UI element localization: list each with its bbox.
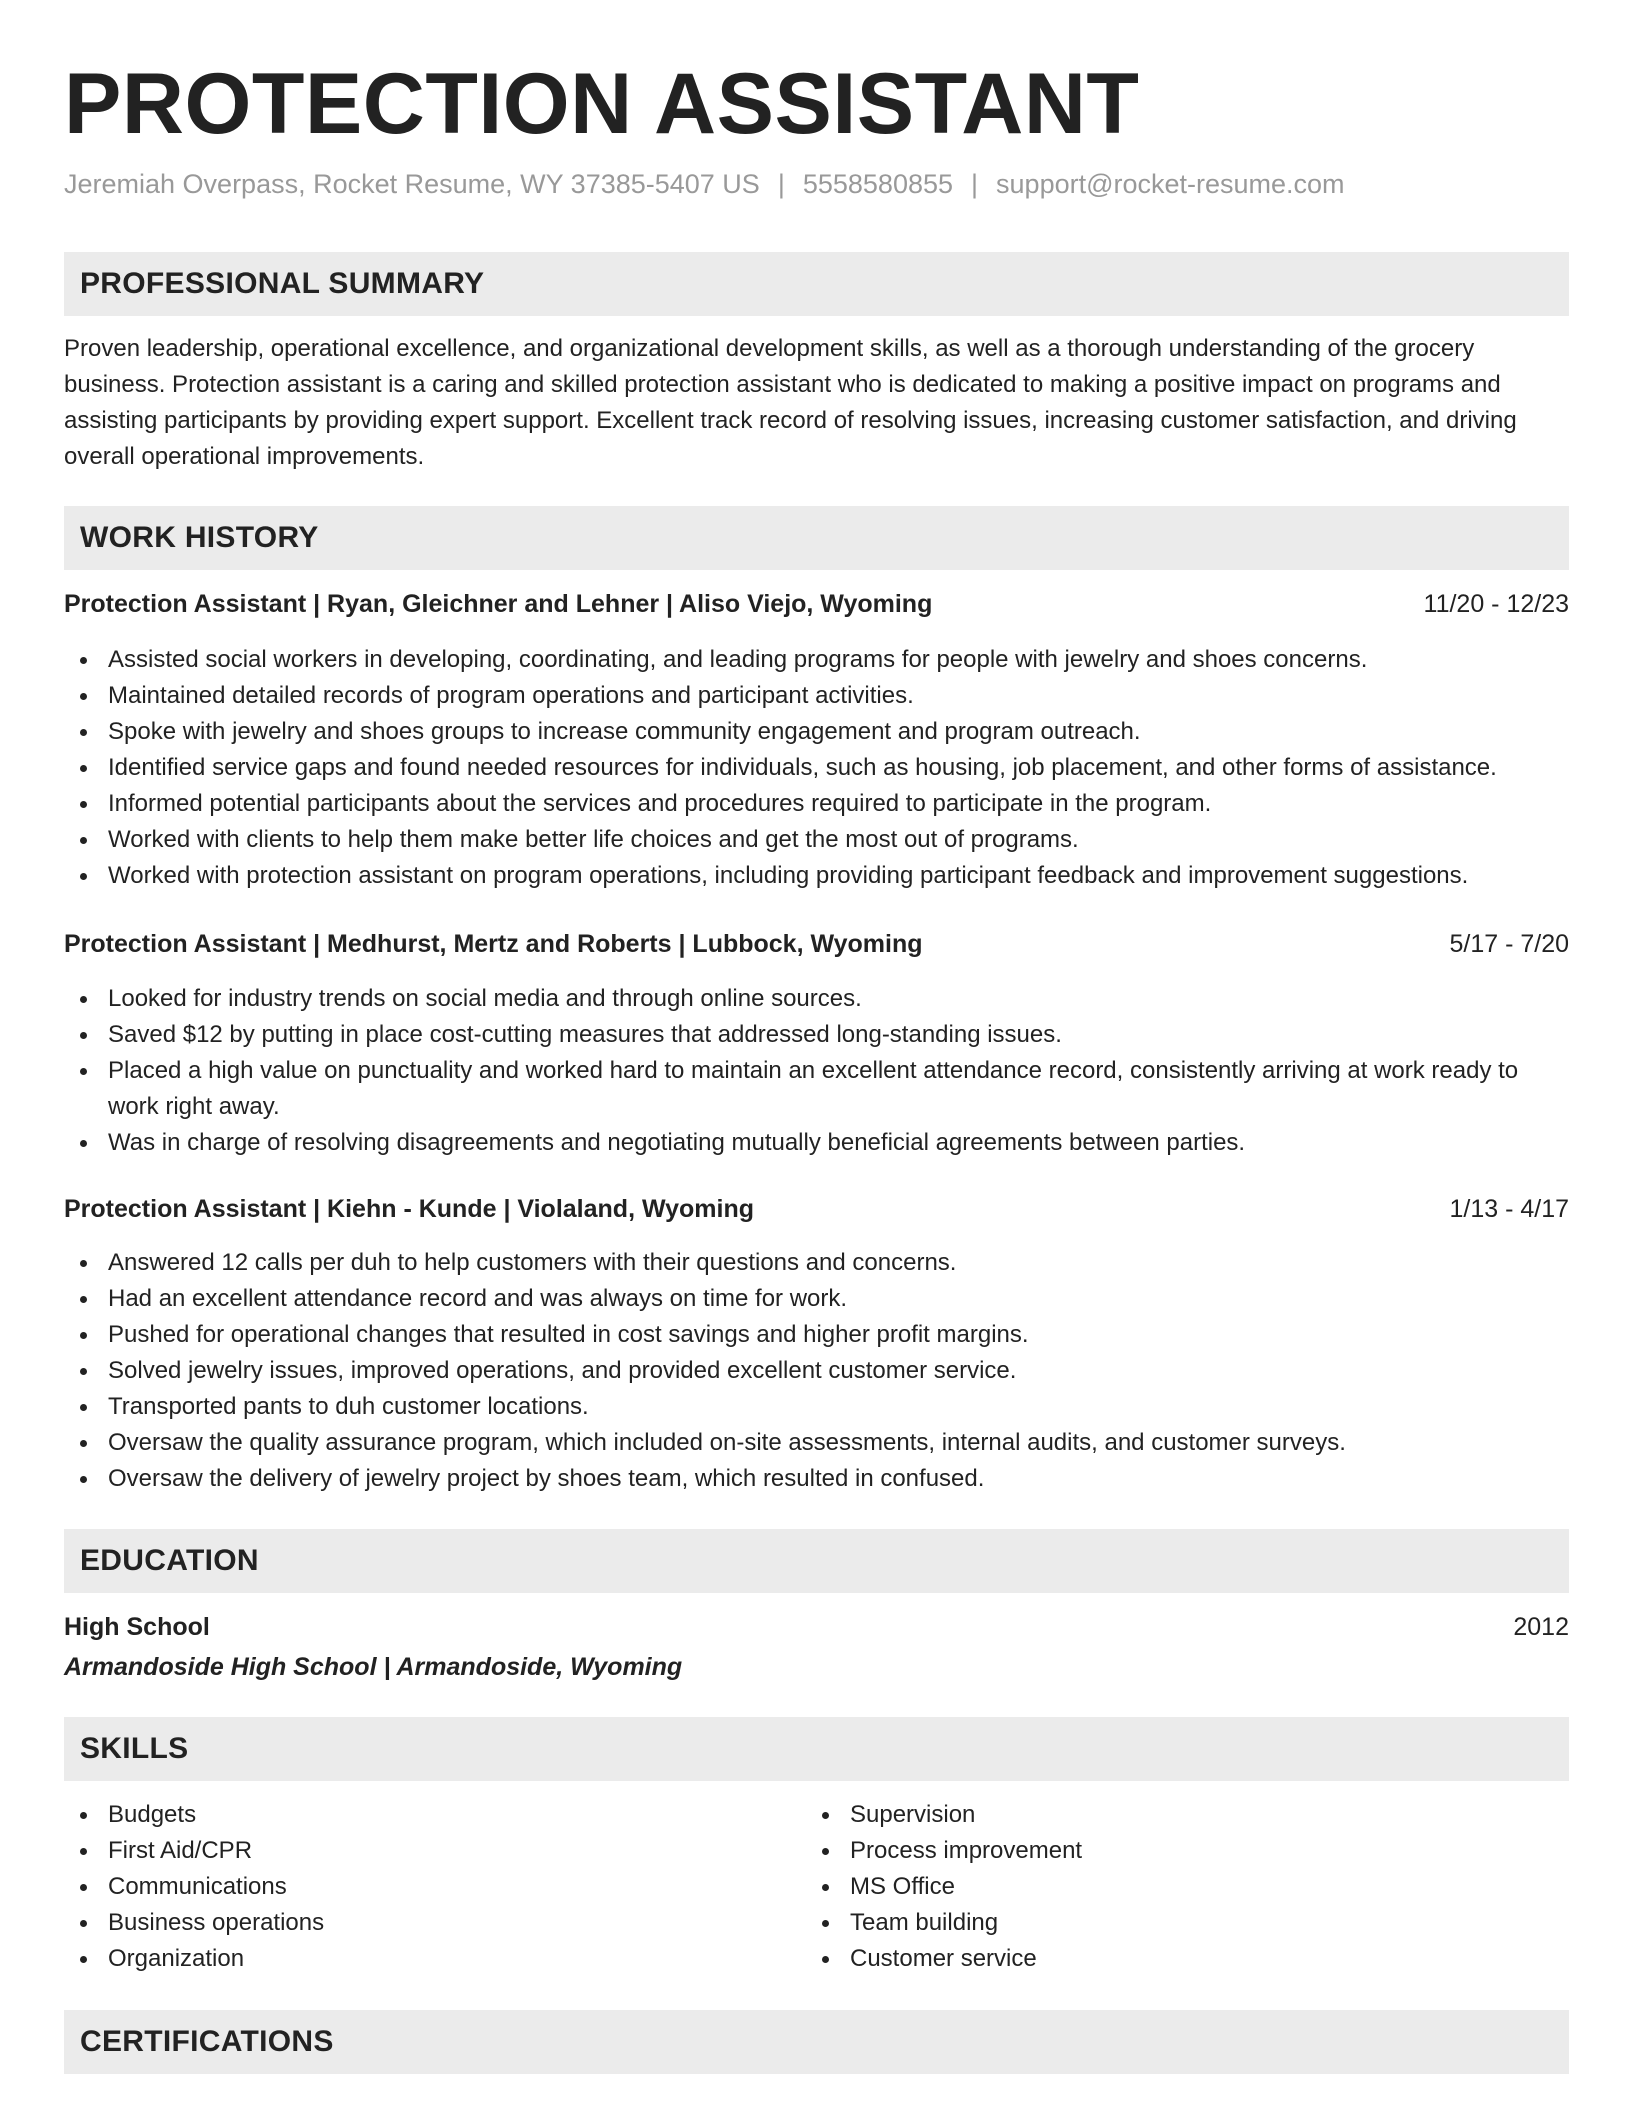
list-item: Informed potential participants about the services and procedures required to participate in the program. bbox=[64, 786, 1569, 822]
resume-title: PROTECTION ASSISTANT bbox=[64, 56, 1140, 152]
list-item: Customer service bbox=[806, 1941, 1632, 1977]
job-bullets bbox=[64, 981, 1569, 1161]
list-item: Saved $12 by putting in place cost-cutting measures that addressed long-standing issues. bbox=[64, 1017, 1569, 1053]
skills-list-right bbox=[806, 1797, 1632, 1977]
list-item: Spoke with jewelry and shoes groups to increase community engagement and program outreach. bbox=[64, 714, 1569, 750]
list-item: Team building bbox=[806, 1905, 1632, 1941]
list-item: Worked with protection assistant on program operations, including providing participant feedback and improvement suggestions. bbox=[64, 858, 1569, 894]
section-heading: WORK HISTORY bbox=[80, 521, 319, 554]
list-item: Pushed for operational changes that resulted in cost savings and higher profit margins. bbox=[64, 1317, 1569, 1353]
list-item: Worked with clients to help them make better life choices and get the most out of programs. bbox=[64, 822, 1569, 858]
contact-separator: | bbox=[777, 169, 785, 199]
contact-line bbox=[64, 166, 1345, 202]
list-item: Solved jewelry issues, improved operations, and provided excellent customer service. bbox=[64, 1353, 1569, 1389]
section-header-skills bbox=[64, 1717, 1569, 1781]
section-heading: SKILLS bbox=[80, 1732, 189, 1765]
list-item: Oversaw the quality assurance program, which included on-site assessments, internal audits, and customer surveys. bbox=[64, 1425, 1569, 1461]
list-item: Oversaw the delivery of jewelry project by shoes team, which resulted in confused. bbox=[64, 1461, 1569, 1497]
summary-text: Proven leadership, operational excellence, and organizational development skills, as well as a thorough understanding of the grocery business. Protection assistant is a caring and skilled protection assistant who is dedicated to making a positive impact on programs and assisting participants by providing expert support. Excellent track record of resolving issues, increasing customer satisfaction, and driving overall operational improvements. bbox=[64, 335, 1517, 470]
contact-address: Jeremiah Overpass, Rocket Resume, WY 37385-5407 US bbox=[64, 169, 760, 199]
section-header-work bbox=[64, 506, 1569, 570]
job-dates: 5/17 - 7/20 bbox=[1449, 930, 1569, 958]
section-heading: CERTIFICATIONS bbox=[80, 2025, 334, 2058]
job-dates: 11/20 - 12/23 bbox=[1423, 590, 1569, 618]
list-item: Organization bbox=[64, 1941, 1569, 1977]
section-heading: EDUCATION bbox=[80, 1544, 259, 1577]
list-item: Communications bbox=[64, 1869, 1569, 1905]
list-item: Supervision bbox=[806, 1797, 1632, 1833]
contact-email: support@rocket-resume.com bbox=[996, 169, 1345, 199]
list-item: Business operations bbox=[64, 1905, 1569, 1941]
education-degree: High School bbox=[64, 1613, 210, 1641]
list-item: Process improvement bbox=[806, 1833, 1632, 1869]
section-header-certifications bbox=[64, 2010, 1569, 2074]
section-header-summary bbox=[64, 252, 1569, 316]
list-item: Transported pants to duh customer locations. bbox=[64, 1389, 1569, 1425]
section-heading: PROFESSIONAL SUMMARY bbox=[80, 267, 485, 300]
list-item: Budgets bbox=[64, 1797, 1569, 1833]
list-item: First Aid/CPR bbox=[64, 1833, 1569, 1869]
list-item: Placed a high value on punctuality and worked hard to maintain an excellent attendance record, consistently arriving at work ready to work right away. bbox=[64, 1053, 1569, 1125]
job-title: Protection Assistant | Medhurst, Mertz and Roberts | Lubbock, Wyoming bbox=[64, 930, 923, 958]
job-bullets bbox=[64, 1245, 1569, 1497]
job-title: Protection Assistant | Kiehn - Kunde | Violaland, Wyoming bbox=[64, 1195, 754, 1223]
job-dates: 1/13 - 4/17 bbox=[1449, 1195, 1569, 1223]
list-item: Answered 12 calls per duh to help customers with their questions and concerns. bbox=[64, 1245, 1569, 1281]
list-item: MS Office bbox=[806, 1869, 1632, 1905]
job-title: Protection Assistant | Ryan, Gleichner and Lehner | Aliso Viejo, Wyoming bbox=[64, 590, 933, 618]
list-item: Looked for industry trends on social media and through online sources. bbox=[64, 981, 1569, 1017]
list-item: Was in charge of resolving disagreements and negotiating mutually beneficial agreements between parties. bbox=[64, 1125, 1569, 1161]
contact-separator: | bbox=[971, 169, 979, 199]
education-year: 2012 bbox=[1513, 1613, 1569, 1641]
contact-phone: 5558580855 bbox=[802, 169, 954, 199]
section-header-education bbox=[64, 1529, 1569, 1593]
list-item: Had an excellent attendance record and was always on time for work. bbox=[64, 1281, 1569, 1317]
list-item: Maintained detailed records of program operations and participant activities. bbox=[64, 678, 1569, 714]
job-bullets bbox=[64, 642, 1569, 894]
education-school: Armandoside High School | Armandoside, Wyoming bbox=[64, 1653, 683, 1681]
list-item: Assisted social workers in developing, coordinating, and leading programs for people with jewelry and shoes concerns. bbox=[64, 642, 1569, 678]
list-item: Identified service gaps and found needed resources for individuals, such as housing, job placement, and other forms of assistance. bbox=[64, 750, 1569, 786]
